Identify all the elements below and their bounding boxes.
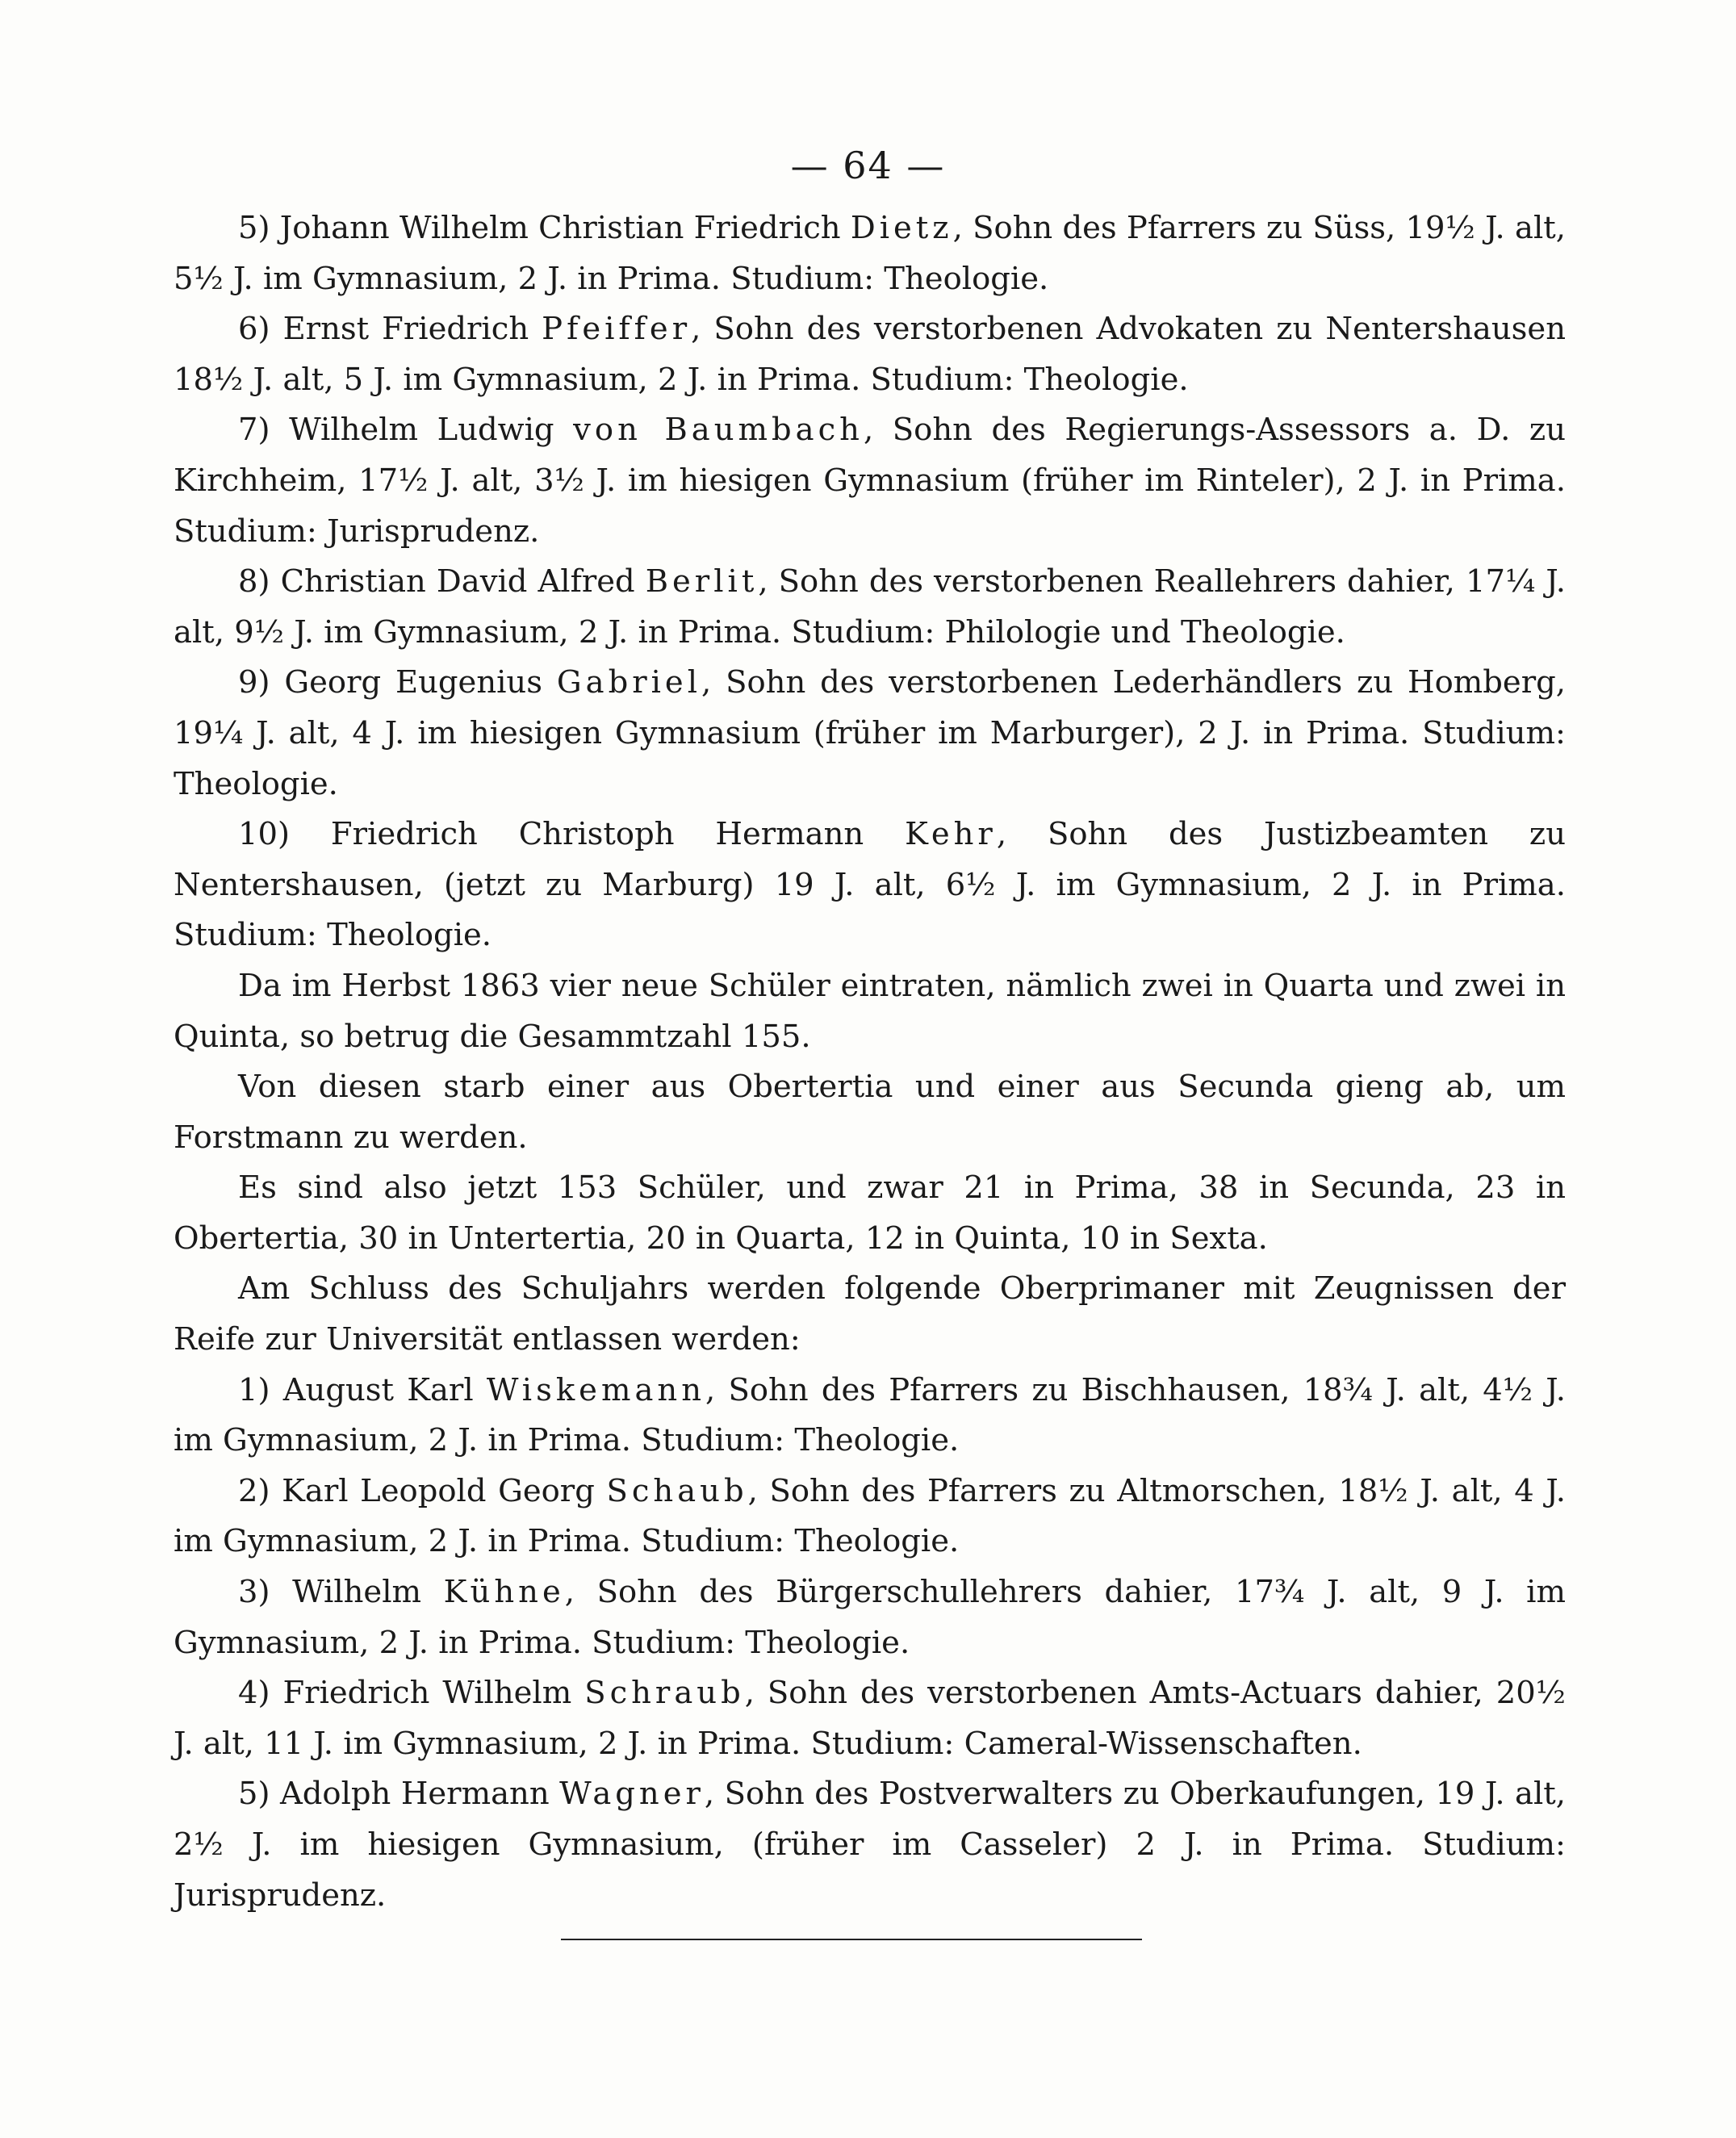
entry-text: , Sohn des verstorbenen Reallehrers dahier, 17¼ J. alt, 9½ J. im Gymnasium, 2 J. in Prima. Studium: Philologie und Theologie. (174, 563, 1567, 651)
paragraph-graduates-intro: Am Schluss des Schuljahrs werden folgende Oberprimaner mit Zeugnissen der Reife zur Universität entlassen werden: (174, 1270, 1566, 1358)
student-name: Schraub (584, 1675, 745, 1712)
student-name: Wagner (559, 1776, 705, 1813)
entry-text: 3) Wilhelm (238, 1574, 444, 1611)
paragraph-departures: Von diesen starb einer aus Obertertia und einer aus Secunda gieng ab, um Forstmann zu werden. (174, 1069, 1566, 1156)
entry-dietz (174, 203, 1566, 304)
entry-text: , Sohn des verstorbenen Advokaten zu Nentershausen 18½ J. alt, 5 J. im Gymnasium, 2 J. in Prima. Studium: Theologie. (174, 311, 1566, 398)
entry-text: , Sohn des verstorbenen Amts-Actuars dahier, 20½ J. alt, 11 J. im Gymnasium, 2 J. in Prima. Studium: Cameral-Wissenschaften. (174, 1675, 1567, 1762)
entry-kehr (174, 810, 1566, 961)
paragraph-student-count: Es sind also jetzt 153 Schüler, und zwar 21 in Prima, 38 in Secunda, 23 in Obertertia, 30 in Untertertia, 20 in Quarta, 12 in Quinta, 10 in Sexta. (174, 1169, 1566, 1257)
entry-text: , Sohn des Pfarrers zu Süss, 19½ J. alt, 5½ J. im Gymnasium, 2 J. in Prima. Studium: Theologie. (174, 210, 1566, 297)
student-name: Pfeiffer (542, 311, 692, 348)
entry-text: 1) August Karl (238, 1371, 487, 1408)
entry-text: , Sohn des Justizbeamten zu Nentershausen, (jetzt zu Marburg) 19 J. alt, 6½ J. im Gymnasium, 2 J. in Prima. Studium: Theologie. (174, 816, 1566, 954)
entry-text: , Sohn des Bürgerschullehrers dahier, 17¾ J. alt, 9 J. im Gymnasium, 2 J. in Prima. Studium: Theologie. (174, 1574, 1566, 1661)
student-name: Schaub (606, 1472, 748, 1509)
entry-text: 5) Johann Wilhelm Christian Friedrich (238, 210, 851, 246)
entry-gabriel (174, 658, 1566, 810)
entry-baumbach (174, 405, 1566, 557)
entry-schraub (174, 1668, 1566, 1769)
entry-text: 9) Georg Eugenius (238, 664, 557, 701)
paragraph-autumn-admission: Da im Herbst 1863 vier neue Schüler eintraten, nämlich zwei in Quarta und zwei in Quinta, so betrug die Gesammtzahl 155. (174, 967, 1566, 1055)
entry-kuehne (174, 1567, 1566, 1668)
entry-text: , Sohn des Postverwalters zu Oberkaufungen, 19 J. alt, 2½ J. im hiesigen Gymnasium, (früher im Casseler) 2 J. in Prima. Studium: Jurisprudenz. (174, 1776, 1566, 1914)
entry-wagner (174, 1769, 1566, 1921)
student-name: Berlit (645, 563, 759, 600)
student-name: von Baumbach (573, 412, 864, 449)
entry-schaub (174, 1466, 1566, 1567)
entry-text: 6) Ernst Friedrich (238, 311, 542, 348)
entry-text: 5) Adolph Hermann (238, 1776, 560, 1813)
student-name: Gabriel (556, 664, 702, 701)
page-number: — 64 — (790, 144, 946, 187)
entry-text: 4) Friedrich Wilhelm (238, 1675, 585, 1712)
student-name: Wiskemann (486, 1371, 706, 1408)
closing-rule (561, 1939, 1142, 1940)
entry-text: 8) Christian David Alfred (238, 563, 646, 600)
entry-berlit (174, 557, 1566, 658)
entry-wiskemann (174, 1366, 1566, 1466)
entry-text: 2) Karl Leopold Georg (238, 1472, 607, 1509)
student-name: Kühne (443, 1574, 565, 1611)
entry-pfeiffer (174, 304, 1566, 405)
body-text (174, 203, 1566, 1940)
entry-text: , Sohn des verstorbenen Lederhändlers zu Homberg, 19¼ J. alt, 4 J. im hiesigen Gymnasium (früher im Marburger), 2 J. in Prima. Studium: Theologie. (174, 664, 1566, 802)
entry-text: 7) Wilhelm Ludwig (238, 412, 574, 449)
student-name: Dietz (850, 210, 953, 246)
entry-text: , Sohn des Regierungs-Assessors a. D. zu Kirchheim, 17½ J. alt, 3½ J. im hiesigen Gymnasium (früher im Rinteler), 2 J. in Prima. Studium: Jurisprudenz. (174, 412, 1566, 550)
entry-text: 10) Friedrich Christoph Hermann (238, 816, 906, 853)
student-name: Kehr (905, 816, 997, 853)
entry-text: , Sohn des Pfarrers zu Altmorschen, 18½ J. alt, 4 J. im Gymnasium, 2 J. in Prima. Studium: Theologie. (174, 1472, 1566, 1560)
entry-text: , Sohn des Pfarrers zu Bischhausen, 18¾ J. alt, 4½ J. im Gymnasium, 2 J. in Prima. Studium: Theologie. (174, 1371, 1566, 1459)
